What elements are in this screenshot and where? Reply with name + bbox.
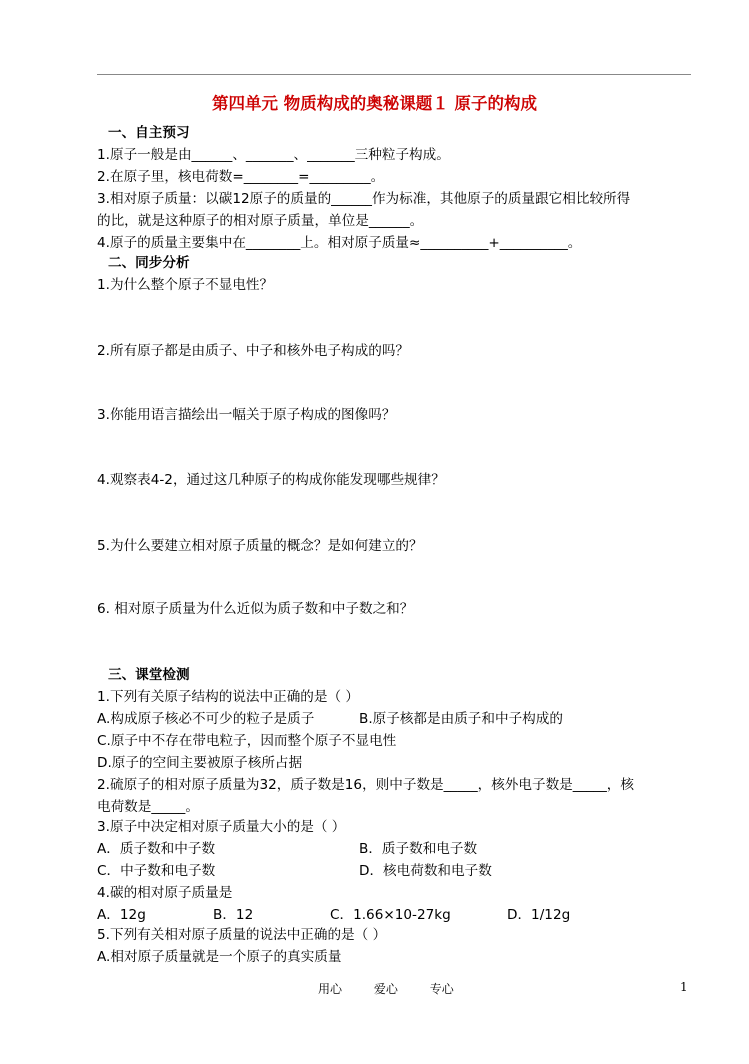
check-q5-option-a: A.相对原子质量就是一个原子的真实质量 [97,949,342,965]
page-title: 第四单元 物质构成的奥秘课题１ 原子的构成 [212,94,537,113]
check-q3-option-d: D．核电荷数和电子数 [359,863,492,879]
check-q4-option-d: D．1/12g [507,907,571,923]
section-heading-analysis: 二、同步分析 [108,255,190,271]
preview-line-4: 的比，就是这种原子的相对原子质量，单位是______。 [97,213,424,229]
check-q5-stem: 5.下列有关相对原子质量的说法中正确的是（ ） [97,927,387,943]
check-q1-option-c: C.原子中不存在带电粒子，因而整个原子不显电性 [97,733,397,749]
preview-line-2: 2.在原子里，核电荷数=________=_________。 [97,169,385,185]
check-q3-option-b: B．质子数和电子数 [359,841,478,857]
analysis-question-2: 2.所有原子都是由质子、中子和核外电子构成的吗？ [97,343,410,359]
check-q1-option-a: A.构成原子核必不可少的粒子是质子 [97,711,315,727]
analysis-question-4: 4.观察表4-2，通过这几种原子的构成你能发现哪些规律？ [97,472,445,488]
footer-item: 专心 [429,982,454,996]
check-q4-option-a: A．12g [97,907,146,923]
check-q4-option-c: C．1.66×10-27kg [330,907,451,923]
page-number: 1 [680,980,688,994]
section-heading-check: 三、课堂检测 [108,667,190,683]
check-q3-stem: 3.原子中决定相对原子质量大小的是（ ） [97,819,346,835]
check-q2-line-2: 电荷数是_____。 [97,799,199,815]
preview-line-3: 3.相对原子质量：以碳12原子的质量的______作为标准，其他原子的质量跟它相比较所得 [97,191,631,207]
footer-item: 用心 [318,982,343,996]
check-q3-option-c: C．中子数和电子数 [97,863,216,879]
check-q1-option-b: B.原子核都是由质子和中子构成的 [359,711,563,727]
analysis-question-6: 6. 相对原子质量为什么近似为质子数和中子数之和？ [97,601,414,617]
analysis-question-5: 5.为什么要建立相对原子质量的概念？是如何建立的？ [97,538,423,554]
check-q4-stem: 4.碳的相对原子质量是 [97,885,233,901]
check-q4-option-b: B．12 [213,907,254,923]
page-footer [318,980,482,997]
preview-line-1: 1.原子一般是由______、_______、_______三种粒子构成。 [97,147,450,163]
check-q3-option-a: A．质子数和中子数 [97,841,216,857]
footer-item: 爱心 [373,982,398,996]
check-q2-line-1: 2.硫原子的相对原子质量为32，质子数是16，则中子数是_____，核外电子数是_____，核 [97,777,634,793]
preview-line-5: 4.原子的质量主要集中在________上。相对原子质量≈__________+__________。 [97,235,582,251]
section-heading-preview: 一、自主预习 [108,125,190,141]
header-rule [97,74,691,75]
analysis-question-1: 1.为什么整个原子不显电性？ [97,277,274,293]
check-q1-option-d: D.原子的空间主要被原子核所占据 [97,755,303,771]
analysis-question-3: 3.你能用语言描绘出一幅关于原子构成的图像吗？ [97,407,396,423]
check-q1-stem: 1.下列有关原子结构的说法中正确的是（ ） [97,689,359,705]
